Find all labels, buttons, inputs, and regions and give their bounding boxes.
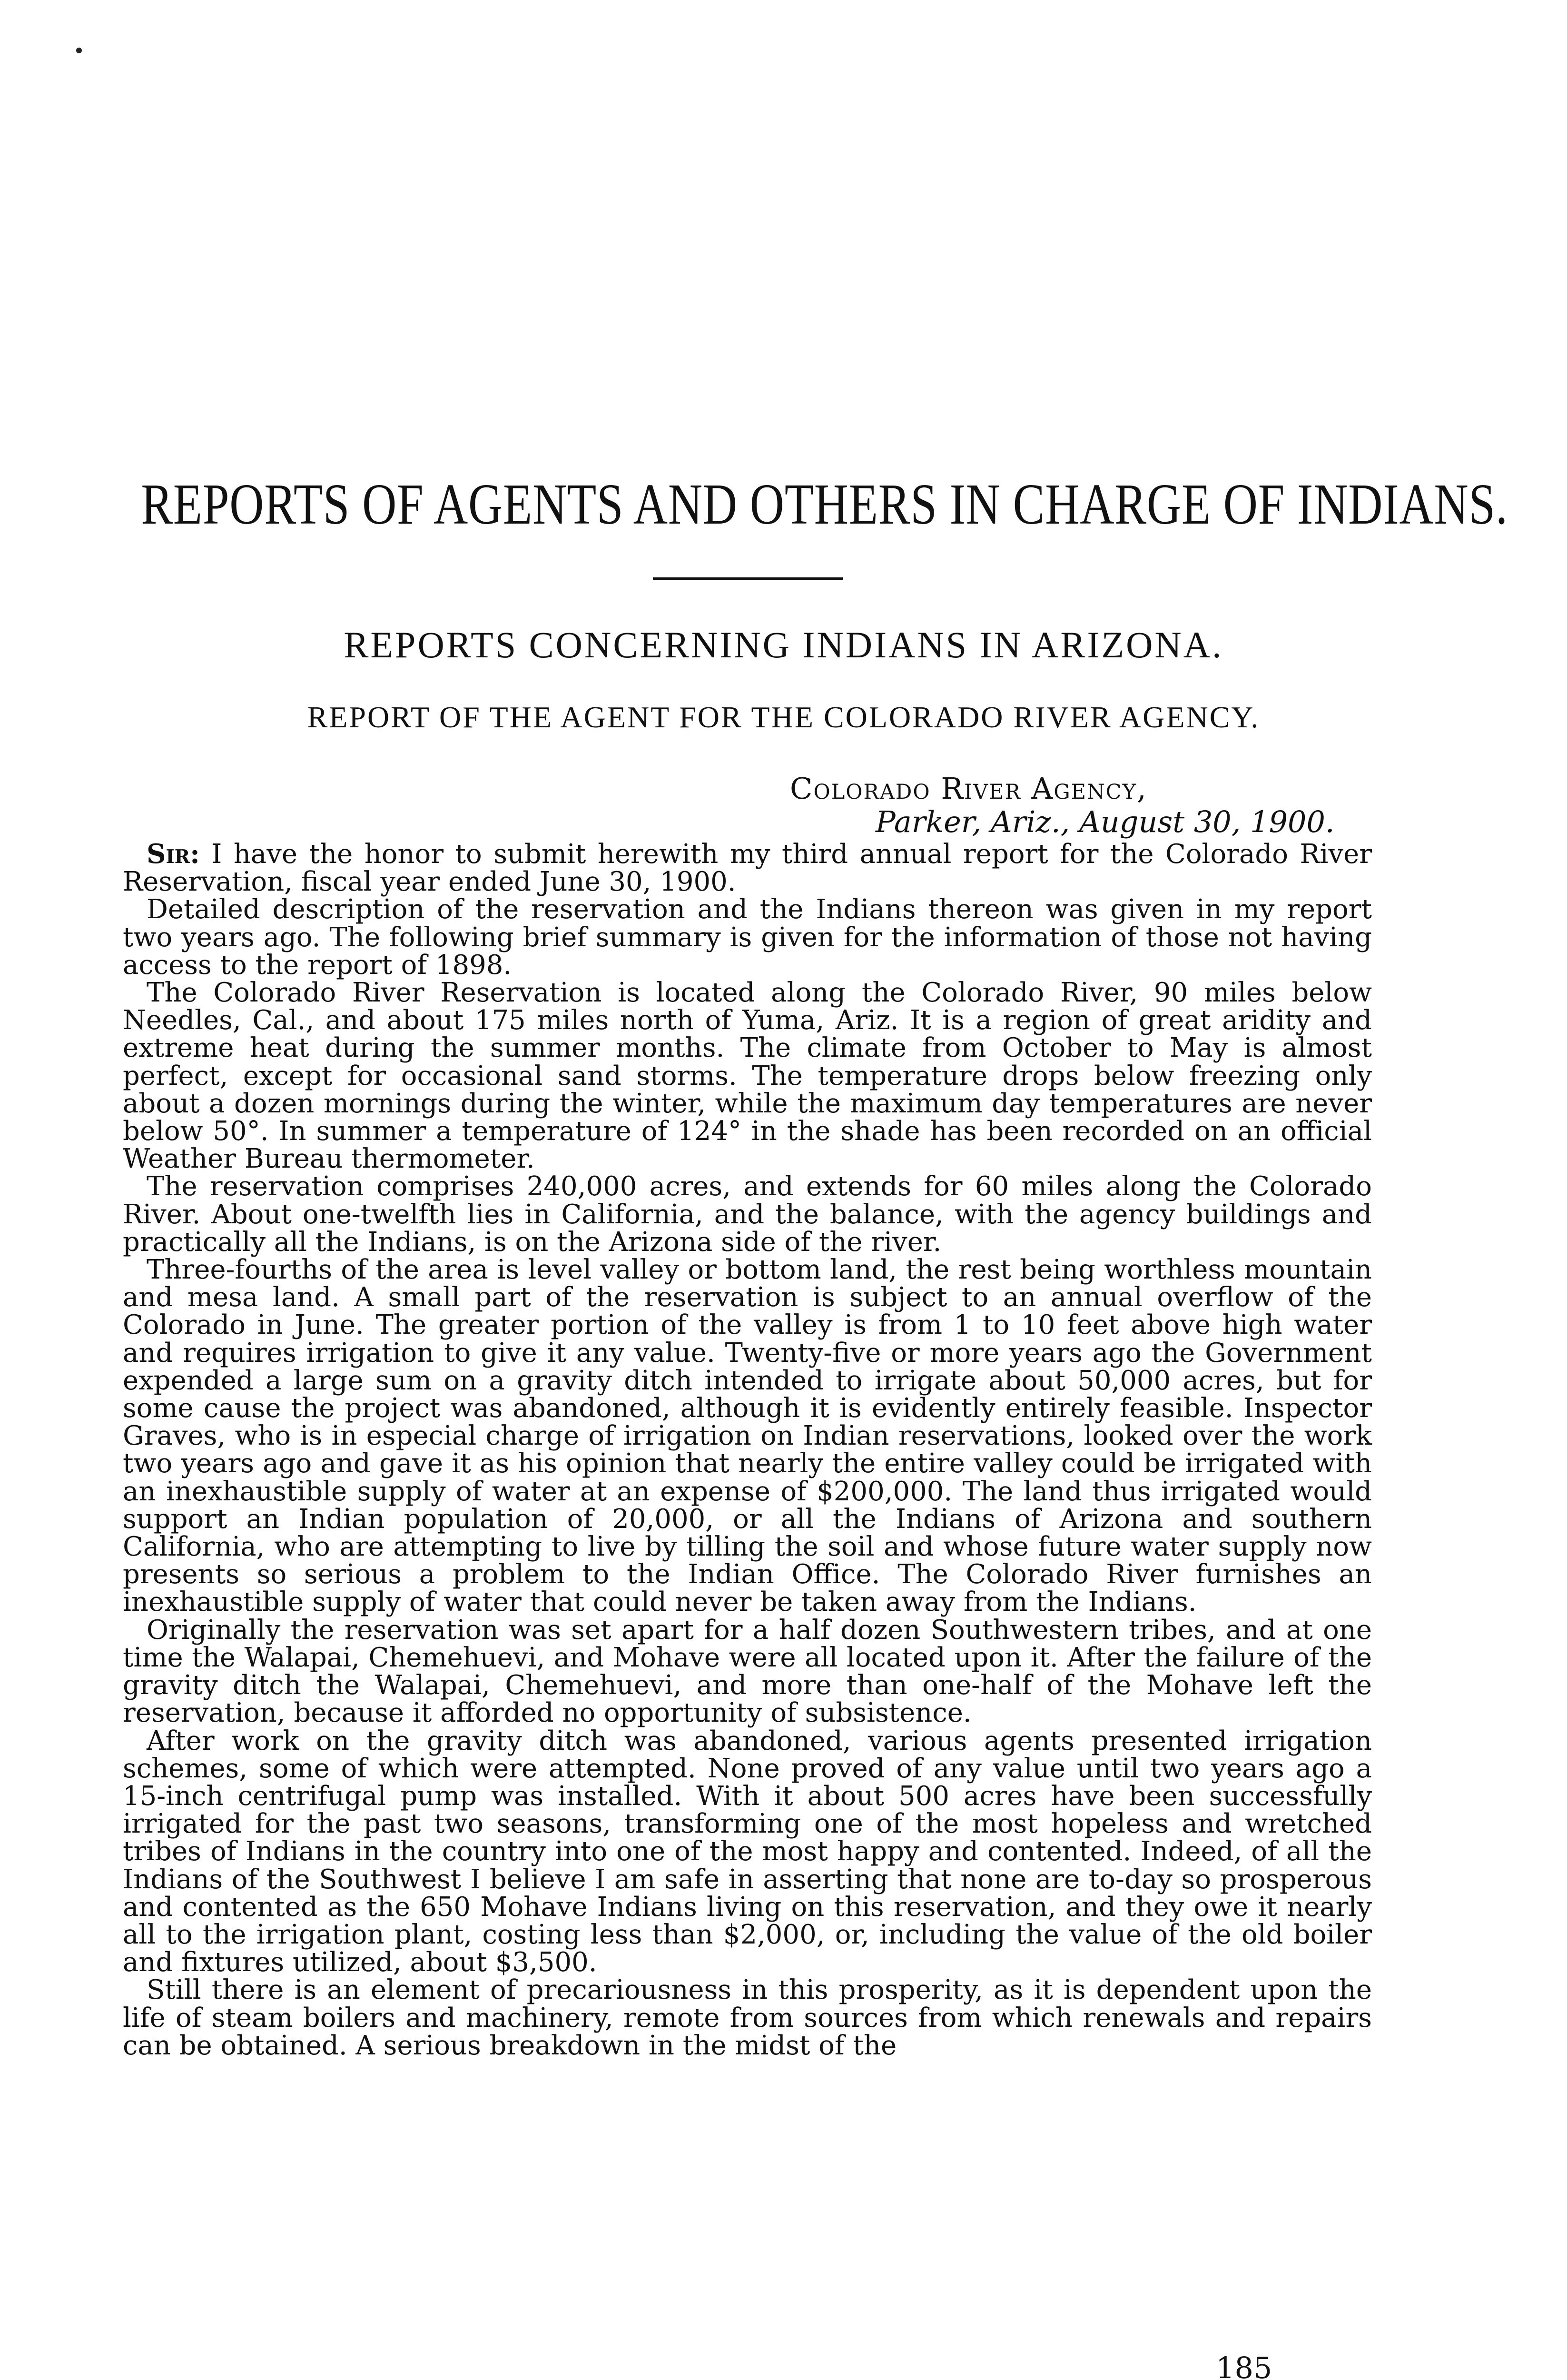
page-number: 185 (1216, 2350, 1272, 2380)
paragraph: After work on the gravity ditch was abandoned, various agents presented irrigation schemes, some of which were attempted. None proved of any value until two years ago a 15-inch centrifugal pump was installed. With it about 500 acres have been successfully irrigated for the past two seasons, transforming one of the most hopeless and wretched tribes of Indians in the country into one of the most happy and contented. Indeed, of all the Indians of the Southwest I believe I am safe in asserting that none are to-day so prosperous and contented as the 650 Mohave Indians living on this reservation, and they owe it nearly all to the irrigation plant, costing less than $2,000, or, including the value of the old boiler and fixtures utilized, about $3,500. (123, 1725, 1372, 1978)
scan-speck (76, 48, 82, 53)
paragraph (123, 840, 1372, 896)
report-title: REPORT OF THE AGENT FOR THE COLORADO RIVER AGENCY. (307, 700, 1260, 734)
paragraph: The Colorado River Reservation is located along the Colorado River, 90 miles below Needles, Cal., and about 175 miles north of Yuma, Ariz. It is a region of great aridity and extreme heat during the summer months. The climate from October to May is almost perfect, except for occasional sand storms. The temperature drops below freezing only about a dozen mornings during the winter, while the maximum day temperatures are never below 50°. In summer a temperature of 124° in the shade has been recorded on an official Weather Bureau thermometer. (123, 977, 1372, 1175)
section-title: REPORTS CONCERNING INDIANS IN ARIZONA. (344, 624, 1223, 665)
paragraph: Originally the reservation was set apart for a half dozen Southwestern tribes, and at one time the Walapai, Chemehuevi, and Mohave were all located upon it. After the failure of the gravity ditch the Walapai, Chemehuevi, and more than one-half of the Mohave left the reservation, because it afforded no opportunity of subsistence. (123, 1614, 1372, 1729)
agency-name: Colorado River Agency, (790, 771, 1147, 806)
main-title: REPORTS OF AGENTS AND OTHERS IN CHARGE OF INDIANS. (141, 472, 1508, 536)
salutation: Sir: (147, 838, 200, 870)
paragraph: Detailed description of the reservation and the Indians thereon was given in my report two years ago. The following brief summary is given for the information of those not having access to the report of 1898. (123, 894, 1372, 981)
paragraph: Three-fourths of the area is level valley or bottom land, the rest being worthless mountain and mesa land. A small part of the reservation is subject to an annual overflow of the Colorado in June. The greater portion of the valley is from 1 to 10 feet above high water and requires irrigation to give it any value. Twenty-five or more years ago the Government expended a large sum on a gravity ditch intended to irrigate about 50,000 acres, but for some cause the project was abandoned, although it is evidently entirely feasible. Inspector Graves, who is in especial charge of irrigation on Indian reservations, looked over the work two years ago and gave it as his opinion that nearly the entire valley could be irrigated with an inexhaustible supply of water at an expense of $200,000. The land thus irrigated would support an Indian population of 20,000, or all the Indians of Arizona and southern California, who are attempting to live by tilling the soil and whose future water supply now presents so serious a problem to the Indian Office. The Colorado River furnishes an inexhaustible supply of water that could never be taken away from the Indians. (123, 1254, 1372, 1618)
paragraph: Still there is an element of precariousness in this prosperity, as it is dependent upon the life of steam boilers and machinery, remote from sources from which renewals and repairs can be obtained. A serious breakdown in the midst of the (123, 1974, 1372, 2061)
paragraph: The reservation comprises 240,000 acres, and extends for 60 miles along the Colorado River. About one-twelfth lies in California, and the balance, with the agency buildings and practically all the Indians, is on the Arizona side of the river. (123, 1171, 1372, 1258)
letter-place (790, 771, 1147, 806)
letter-body (123, 840, 1372, 2060)
letter-dateline: Parker, Ariz., August 30, 1900. (876, 804, 1335, 839)
title-rule (653, 577, 843, 580)
paragraph-text: I have the honor to submit herewith my third annual report for the Colorado River Reservation, fiscal year ended June 30, 1900. (123, 839, 1372, 898)
